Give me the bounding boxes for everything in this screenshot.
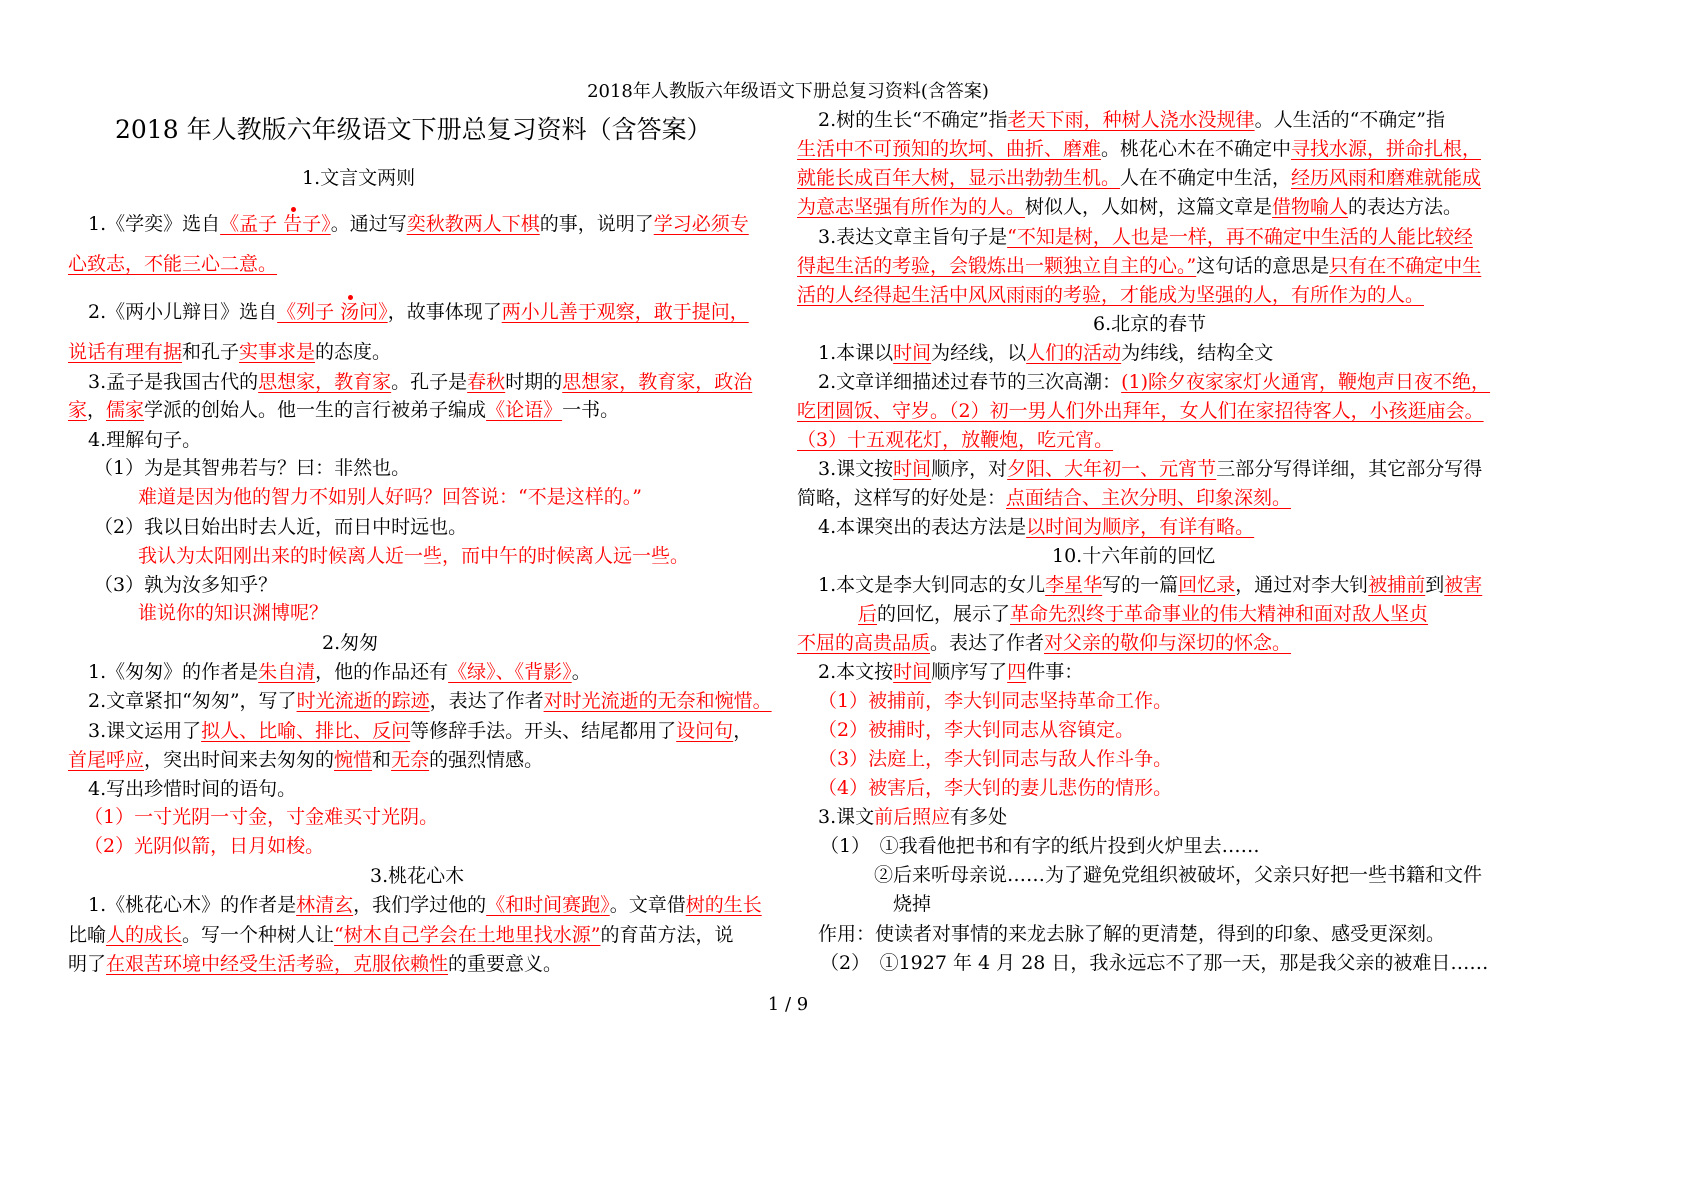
answer-text-red: 前后照应 [874, 806, 951, 828]
answer-text: 借物喻人 [1272, 196, 1349, 218]
text-line [818, 515, 1254, 539]
answer-text: 时间 [893, 661, 932, 683]
text-segment: 的育苗方法，说 [600, 924, 734, 946]
text-segment: 的态度。 [315, 341, 392, 363]
answer-text: 为意志坚强有所作为的人。 [797, 196, 1026, 218]
answer-text: 拟人、比喻、排比、反问 [201, 720, 411, 742]
answer-text: “不知是树，人也是一样，再不确定中生活的人能比较经 [1007, 226, 1473, 248]
text-line [797, 283, 1424, 307]
text-segment: 比喻 [68, 924, 107, 946]
page-number: 1 / 9 [767, 994, 809, 1015]
answer-text: 只有在不确定中生 [1329, 255, 1482, 277]
text-segment: 。写一个种树人让 [182, 924, 335, 946]
answer-text: 《孟子 告子》 [220, 213, 331, 235]
text-line [818, 718, 1134, 742]
text-segment: （1） ①我看他把书和有字的纸片投到火炉里去…… [820, 835, 1260, 857]
text-segment: 这句话的意思是 [1196, 255, 1330, 277]
answer-text: 被害 [1444, 574, 1483, 596]
text-segment: 到 [1425, 574, 1445, 596]
answer-text: （3）十五观花灯，放鞭炮，吃元宵。 [797, 429, 1114, 451]
text-segment: 作用：使读者对事情的来龙去脉了解的更清楚，得到的印象、感受更深刻。 [818, 923, 1446, 945]
answer-text: 寻找水源，拼命扎根， [1291, 138, 1482, 160]
text-segment: 3.表达文章主旨句子是 [818, 226, 1008, 248]
text-segment: （3）孰为汝多知乎？ [94, 574, 278, 596]
text-segment: 一书。 [562, 399, 620, 421]
text-segment: 2.《两小儿辩日》选自 [88, 301, 278, 323]
document-title: 2018 年人教版六年级语文下册总复习资料（含答案） [115, 115, 712, 144]
answer-text: 家 [68, 399, 88, 421]
text-segment: 3.桃花心木 [370, 865, 465, 887]
text-segment: 4.写出珍惜时间的语句。 [88, 778, 297, 800]
text-segment: 1.本课以 [818, 342, 894, 364]
text-segment: 时期的 [505, 371, 563, 393]
text-segment: ， [87, 399, 107, 421]
text-line [797, 195, 1462, 219]
text-line [818, 805, 1007, 829]
answer-text: 四 [1007, 661, 1027, 683]
text-segment: 3.孟子是我国古代的 [88, 371, 259, 393]
answer-text: 心致志，不能三心二意。 [68, 253, 278, 275]
text-segment: 4.本课突出的表达方法是 [818, 516, 1027, 538]
text-segment: 三部分写得详细，其它部分写得 [1216, 458, 1483, 480]
text-segment: ，故事体现了 [387, 301, 502, 323]
text-segment: ，他的作品还有 [315, 661, 449, 683]
text-segment: 树似人，人如树，这篇文章是 [1025, 196, 1273, 218]
text-segment: 2.本文按 [818, 661, 894, 683]
answer-text-red: 难道是因为他的智力不如别人好吗？回答说：“不是这样的。” [138, 486, 642, 508]
text-segment: 的回忆，展示了 [877, 603, 1011, 625]
text-line [858, 602, 1428, 626]
answer-text: 点面结合、主次分明、印象深刻。 [1006, 487, 1292, 509]
text-segment: （2） ①1927 年 4 月 28 日，我永远忘不了那一天，那是我父亲的被难日…… [820, 952, 1489, 974]
text-segment: 1.《学奕》选自 [88, 213, 221, 235]
text-segment: 顺序，对 [931, 458, 1008, 480]
text-segment: ②后来听母亲说……为了避免党组织被破坏，父亲只好把一些书籍和文件 [874, 864, 1483, 886]
answer-text: 生活中不可预知的坎坷、曲折、磨难 [797, 138, 1102, 160]
text-segment: 2.文章紧扣“匆匆”，写了 [88, 690, 297, 712]
answer-text: “树木自己学会在土地里找水源” [334, 924, 601, 946]
text-segment: 和 [372, 749, 392, 771]
text-line [820, 951, 1488, 975]
answer-text: 无奈 [391, 749, 430, 771]
answer-text-red: （2）光阴似箭，日月如梭。 [84, 835, 325, 857]
answer-text: 思想家，教育家，政治 [562, 371, 753, 393]
text-segment: 。人生活的“不确定”指 [1254, 109, 1446, 131]
answer-text: 林清玄 [296, 894, 354, 916]
text-segment: 。表达了作者 [930, 632, 1045, 654]
answer-text: 春秋 [467, 371, 506, 393]
text-segment: 1.文言文两则 [302, 167, 416, 189]
text-segment: 的强烈情感。 [429, 749, 544, 771]
answer-text: 吃团圆饭、守岁。（2）初一男人们外出拜年，女人们在家招待客人，小孩逛庙会。 [797, 400, 1484, 422]
answer-text: 朱自清 [258, 661, 316, 683]
text-segment: 1.《桃花心木》的作者是 [88, 894, 297, 916]
text-segment: 和孔子 [182, 341, 240, 363]
answer-text: 儒家 [106, 399, 145, 421]
text-segment: 有多处 [950, 806, 1008, 828]
answer-text: 首尾呼应 [68, 749, 145, 771]
answer-text: 惋惜 [334, 749, 373, 771]
text-segment: 1.本文是李大钊同志的女儿 [818, 574, 1046, 596]
answer-text: 回忆录 [1178, 574, 1236, 596]
text-segment: 简略，这样写的好处是： [797, 487, 1007, 509]
answer-text: 李星华 [1045, 574, 1103, 596]
text-segment: 顺序写了 [931, 661, 1008, 683]
answer-text: 奕秋教两人下棋 [406, 213, 540, 235]
answer-text: 思想家，教育家 [258, 371, 392, 393]
answer-text-red: （1）一寸光阴一寸金，寸金难买寸光阴。 [84, 806, 439, 828]
answer-text-red: （3）法庭上，李大钊同志与敌人作斗争。 [818, 748, 1173, 770]
text-segment: 学派的创始人。他一生的言行被弟子编成 [144, 399, 487, 421]
answer-text: 《论语》 [486, 399, 563, 421]
answer-text: 革命先烈终于革命事业的伟大精神和面对敌人坚贞 [1010, 603, 1429, 625]
answer-text: 学习必须专 [653, 213, 749, 235]
text-line [820, 834, 1260, 858]
answer-text: 以时间为顺序，有详有略。 [1026, 516, 1255, 538]
text-segment: 。文章借 [609, 894, 686, 916]
answer-text: 设问句 [676, 720, 734, 742]
text-line [797, 166, 1481, 190]
text-line [893, 892, 931, 916]
answer-text: 说话有理有据 [68, 341, 183, 363]
text-segment: 人在不确定中生活， [1120, 167, 1292, 189]
text-segment: 3.课文运用了 [88, 720, 202, 742]
answer-text: 对父亲的敬仰与深切的怀念。 [1044, 632, 1292, 654]
answer-text-red: （1）被捕前，李大钊同志坚持革命工作。 [818, 690, 1173, 712]
answer-text: 活的人经得起生活中风风雨雨的考验，才能成为坚强的人，有所作为的人。 [797, 284, 1425, 306]
text-segment: ，我们学过他的 [353, 894, 487, 916]
text-line [797, 486, 1291, 510]
answer-text: 后 [858, 603, 878, 625]
text-line [874, 863, 1482, 887]
text-segment: 的重要意义。 [448, 953, 563, 975]
text-segment: 写的一篇 [1102, 574, 1179, 596]
text-segment: 为纬线，结构全文 [1121, 342, 1274, 364]
page-header: 2018年人教版六年级语文下册总复习资料(含答案) [587, 81, 989, 102]
text-segment: 10.十六年前的回忆 [1052, 545, 1216, 567]
text-segment: 3.课文按 [818, 458, 894, 480]
text-line [818, 341, 1273, 365]
answer-text-red: 我认为太阳刚出来的时候离人近一些，而中午的时候离人远一些。 [138, 545, 690, 567]
answer-text: 得起生活的考验，会锻炼出一颗独立自主的心。” [797, 255, 1197, 277]
answer-text: 不屈的高贵品质 [797, 632, 931, 654]
text-segment: （1）为是其智弗若与？曰：非然也。 [94, 457, 411, 479]
text-segment: （2）我以日始出时去人近，而日中时远也。 [94, 516, 468, 538]
text-line [797, 254, 1481, 278]
answer-text: (1)除夕夜家家灯火通宵，鞭炮声日夜不绝， [1121, 371, 1491, 393]
text-segment: 烧掉 [893, 893, 932, 915]
text-segment: 3.课文 [818, 806, 875, 828]
text-segment: 件事： [1026, 661, 1084, 683]
text-segment: ， [733, 720, 753, 742]
answer-text: 人的成长 [106, 924, 183, 946]
text-segment: 2.文章详细描述过春节的三次高潮： [818, 371, 1122, 393]
text-segment: 等修辞手法。开头、结尾都用了 [410, 720, 677, 742]
text-line [797, 428, 1113, 452]
text-segment: 6.北京的春节 [1093, 313, 1207, 335]
text-line [818, 689, 1172, 713]
text-segment: 。孔子是 [391, 371, 468, 393]
section-heading [1093, 312, 1206, 336]
answer-text: 时间 [893, 342, 932, 364]
text-line [797, 399, 1484, 423]
text-segment: 4.理解句子。 [88, 429, 202, 451]
text-line [818, 747, 1172, 771]
answer-text-red: （2）被捕时，李大钊同志从容镇定。 [818, 719, 1135, 741]
text-line [797, 137, 1481, 161]
text-line [818, 776, 1172, 800]
text-line [818, 457, 1482, 481]
answer-text: 就能长成百年大树，显示出勃勃生机。 [797, 167, 1121, 189]
text-line [797, 631, 1291, 655]
text-line [818, 108, 1445, 132]
answer-text-red: 谁说你的知识渊博呢？ [138, 602, 329, 624]
answer-text: 被捕前 [1368, 574, 1426, 596]
text-line [818, 660, 1083, 684]
text-line [818, 573, 1482, 597]
answer-text: 《和时间赛跑》 [486, 894, 610, 916]
answer-text: 经历风雨和磨难就能成 [1291, 167, 1482, 189]
answer-text: 老天下雨，种树人浇水没规律 [1007, 109, 1255, 131]
answer-text: 人们的活动 [1026, 342, 1122, 364]
answer-text: 树的生长 [685, 894, 762, 916]
text-segment: 的事，说明了 [539, 213, 654, 235]
answer-text: 夕阳、大年初一、元宵节 [1007, 458, 1217, 480]
answer-text: 在艰苦环境中经受生活考验，克服依赖性 [106, 953, 449, 975]
text-segment: 2.匆匆 [322, 632, 379, 654]
answer-text-red: （4）被害后，李大钊的妻儿悲伤的情形。 [818, 777, 1173, 799]
answer-text: 《绿》、《背影》 [448, 661, 572, 683]
answer-text: 两小儿善于观察，敢于提问， [501, 301, 749, 323]
answer-text: 《列子 汤问》 [277, 301, 388, 323]
text-segment: 的表达方法。 [1348, 196, 1463, 218]
text-line [818, 370, 1490, 394]
text-segment: ，突出时间来去匆匆的 [144, 749, 335, 771]
text-line [818, 922, 1445, 946]
text-segment: 2.树的生长“不确定”指 [818, 109, 1008, 131]
answer-text: 时光流逝的踪迹 [296, 690, 430, 712]
text-line [818, 225, 1473, 249]
answer-text: 对时光流逝的无奈和惋惜。 [543, 690, 772, 712]
text-segment: 。 [571, 661, 591, 683]
text-segment: 。通过写 [330, 213, 407, 235]
section-heading [1052, 544, 1215, 568]
text-segment: 为经线，以 [931, 342, 1027, 364]
text-segment: ，表达了作者 [429, 690, 544, 712]
text-segment: 明了 [68, 953, 107, 975]
text-segment: ，通过对李大钊 [1235, 574, 1369, 596]
answer-text: 时间 [893, 458, 932, 480]
text-segment: 1.《匆匆》的作者是 [88, 661, 259, 683]
answer-text: 实事求是 [239, 341, 316, 363]
text-segment: 。桃花心木在不确定中 [1101, 138, 1292, 160]
